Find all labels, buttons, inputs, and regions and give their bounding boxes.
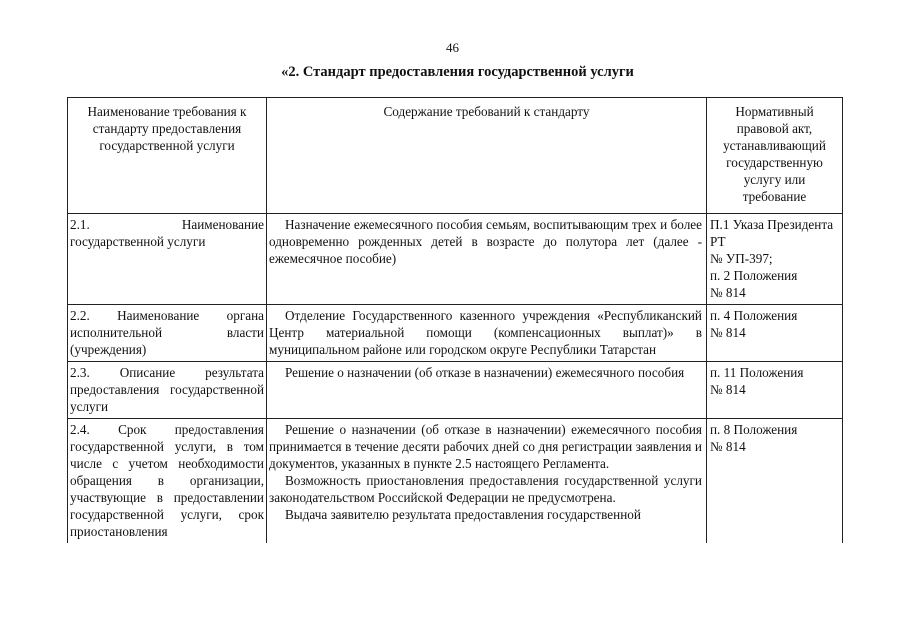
standard-table	[67, 97, 843, 543]
content-paragraph: Назначение ежемесячного пособия семьям, воспитывающим трех и более одновременно рожденных детей в возрасте до полутора лет (далее - ежемесячное пособие)	[269, 217, 702, 266]
act-line: № 814	[710, 382, 746, 397]
act-line: № 814	[710, 439, 746, 454]
act-line: № 814	[710, 325, 746, 340]
row-name-cell: 2.1. Наименование государственной услуги	[68, 214, 267, 305]
header-requirement-name: Наименование требования к стандарту предоставления государственной услуги	[68, 98, 267, 214]
content-paragraph: Выдача заявителю результата предоставления государственной	[285, 507, 641, 522]
act-line: п. 2 Положения	[710, 268, 798, 283]
row-act-cell	[707, 419, 843, 544]
act-line: п. 11 Положения	[710, 365, 804, 380]
table-row	[68, 305, 843, 362]
row-name-cell: 2.3. Описание результата предоставления государственной услуги	[68, 362, 267, 419]
row-act-cell	[707, 214, 843, 305]
table-row	[68, 419, 843, 544]
table-row	[68, 214, 843, 305]
act-line: П.1 Указа Президента РТ	[710, 217, 834, 249]
act-line: п. 8 Положения	[710, 422, 798, 437]
content-paragraph: Отделение Государственного казенного учреждения «Республиканский Центр материальной помощи (компенсационных выплат)» в муниципальном районе или городском округе Республики Татарстан	[269, 308, 702, 357]
row-name-cell: 2.4. Срок предоставления государственной услуги, в том числе с учетом необходимости обращения в организации, участвующие в предоставлении государственной услуги, срок приостановления	[68, 419, 267, 544]
header-legal-act: Нормативный правовой акт, устанавливающий государственную услугу или требование	[707, 98, 843, 214]
table-row	[68, 362, 843, 419]
act-line: № УП-397;	[710, 251, 773, 266]
content-paragraph: Решение о назначении (об отказе в назначении) ежемесячного пособия	[285, 365, 685, 380]
row-content-cell	[267, 214, 707, 305]
content-paragraph: Возможность приостановления предоставления государственной услуги законодательством Российской Федерации не предусмотрена.	[269, 473, 702, 505]
section-title: «2. Стандарт предоставления государственной услуги	[281, 64, 634, 80]
header-requirement-content: Содержание требований к стандарту	[267, 98, 707, 214]
act-line: п. 4 Положения	[710, 308, 798, 323]
content-paragraph: Решение о назначении (об отказе в назначении) ежемесячного пособия принимается в течение десяти рабочих дней со дня регистрации заявления и документов, указанных в пункте 2.5 настоящего Регламента.	[269, 422, 702, 471]
row-act-cell	[707, 305, 843, 362]
row-content-cell	[267, 362, 707, 419]
row-content-cell	[267, 305, 707, 362]
act-line: № 814	[710, 285, 746, 300]
page-number: 46	[446, 40, 459, 55]
row-content-cell	[267, 419, 707, 544]
table-header-row	[68, 98, 843, 214]
row-act-cell	[707, 362, 843, 419]
row-name-cell: 2.2. Наименование органа исполнительной власти (учреждения)	[68, 305, 267, 362]
